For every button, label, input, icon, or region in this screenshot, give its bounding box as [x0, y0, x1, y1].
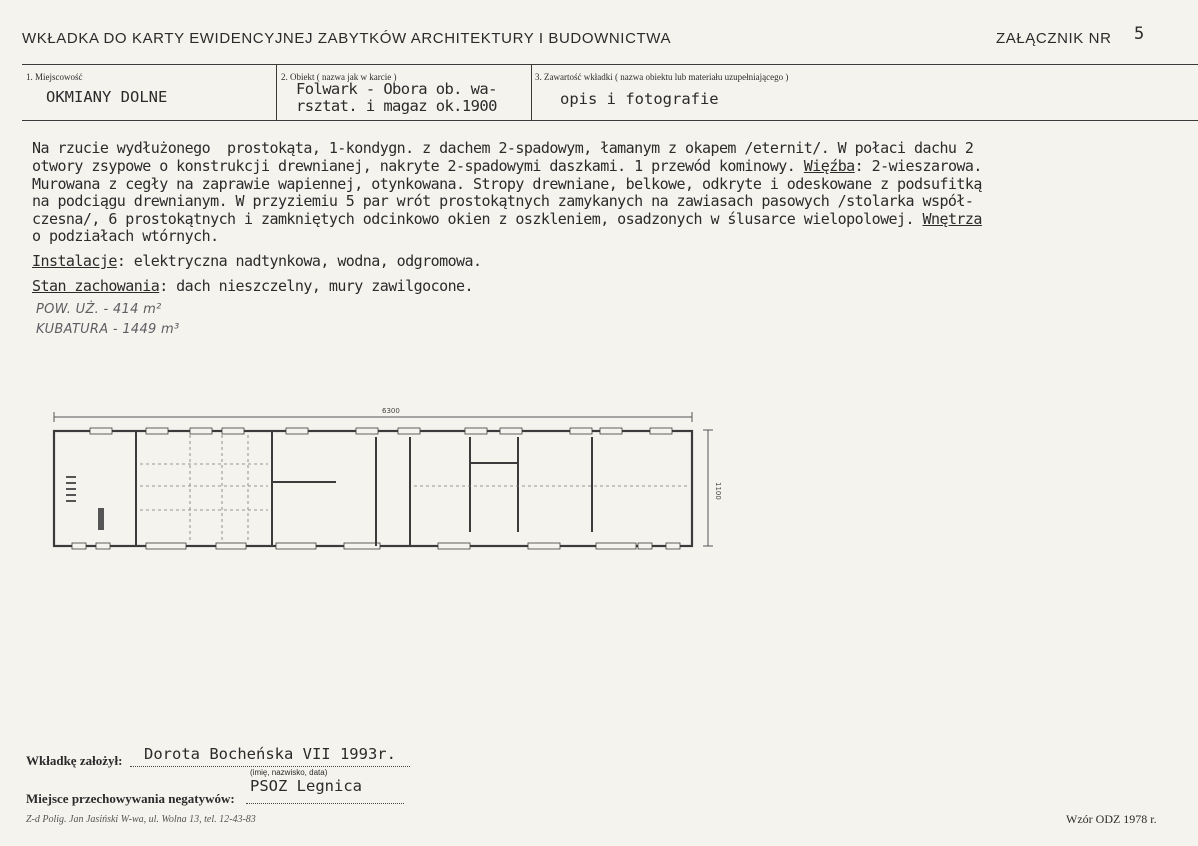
divider-2 [531, 64, 532, 120]
floor-plan [40, 400, 760, 560]
roof-truss-text: : 2-wieszarowa. [854, 157, 982, 175]
description-line-5-text: czesna/, 6 prostokątnych i zamkniętych odcinkowo okien z oszkleniem, osadzonych w ślusarce wielopolowej. [32, 210, 915, 228]
author-value: Dorota Bocheńska VII 1993r. [144, 745, 396, 763]
object-label: 2. Obiekt ( nazwa jak w karcie ) [281, 72, 397, 82]
installations-label: Instalacje [32, 252, 117, 270]
description-line-5 [32, 210, 982, 228]
beam-lines [140, 435, 688, 542]
description-line-2-text: otwory zsypowe o konstrukcji drewnianej, nakryte 2-spadowymi daszkami. 1 przewód kominowy. [32, 157, 796, 175]
locality-value: OKMIANY DOLNE [46, 88, 168, 106]
locality-label: 1. Miejscowość [26, 72, 83, 82]
internal-walls [136, 431, 592, 546]
printer-imprint: Z-d Polig. Jan Jasiński W-wa, ul. Wolna 13, tel. 12-43-83 [26, 814, 256, 825]
description-line-2 [32, 157, 982, 175]
object-value-line1: Folwark - Obora ob. wa- [296, 80, 497, 98]
installations-text: : elektryczna nadtynkowa, wodna, odgromowa. [116, 252, 482, 270]
stair-marks [66, 476, 104, 530]
condition-label: Stan zachowania [32, 277, 160, 295]
outer-walls [54, 431, 692, 546]
description-line-4: na podciągu drewnianym. W przyziemiu 5 par wrót prostokątnych zamykanych na zawiasach pasowych /stolarka współ- [32, 192, 974, 210]
annex-number: 5 [1134, 24, 1145, 44]
negatives-value: PSOZ Legnica [250, 777, 362, 795]
description-line-3: Murowana z cegły na zaprawie wapiennej, otynkowana. Stropy drewniane, belkowe, odkryte i odeskowane z podsufitką [32, 175, 982, 193]
author-dotline [130, 766, 410, 767]
condition-line [32, 277, 473, 295]
handwritten-volume: KUBATURA - 1449 m³ [36, 322, 180, 337]
object-value-line2: rsztat. i magaz ok.1900 [296, 97, 497, 115]
form-template: Wzór ODZ 1978 r. [1066, 812, 1157, 826]
installations-line [32, 252, 482, 270]
interiors-term: Wnętrza [922, 210, 982, 228]
condition-text: : dach nieszczelny, mury zawilgocone. [159, 277, 474, 295]
length-label: 6300 [382, 407, 400, 415]
author-label: Wkładkę założył: [26, 753, 123, 768]
description-line-1: Na rzucie wydłużonego prostokąta, 1-kondygn. z dachem 2-spadowym, łamanym z okapem /eternit/. W połaci dachu 2 [32, 139, 974, 157]
negatives-label: Miejsce przechowywania negatywów: [26, 791, 235, 806]
bottom-rule [22, 120, 1198, 121]
negatives-dotline [246, 803, 404, 804]
divider-1 [276, 64, 277, 120]
description-line-6: o podziałach wtórnych. [32, 227, 219, 245]
content-label: 3. Zawartość wkładki ( nazwa obiektu lub materiału uzupełniającego ) [535, 72, 789, 82]
width-label: 1100 [714, 482, 722, 500]
top-rule [22, 64, 1198, 65]
roof-truss-term: Więźba [803, 157, 855, 175]
annex-label: ZAŁĄCZNIK NR [996, 30, 1112, 47]
author-hint: (imię, nazwisko, data) [250, 768, 328, 777]
handwritten-area: POW. UŻ. - 414 m² [36, 302, 162, 317]
card-title: WKŁADKA DO KARTY EWIDENCYJNEJ ZABYTKÓW ARCHITEKTURY I BUDOWNICTWA [22, 30, 672, 47]
content-value: opis i fotografie [560, 90, 719, 108]
